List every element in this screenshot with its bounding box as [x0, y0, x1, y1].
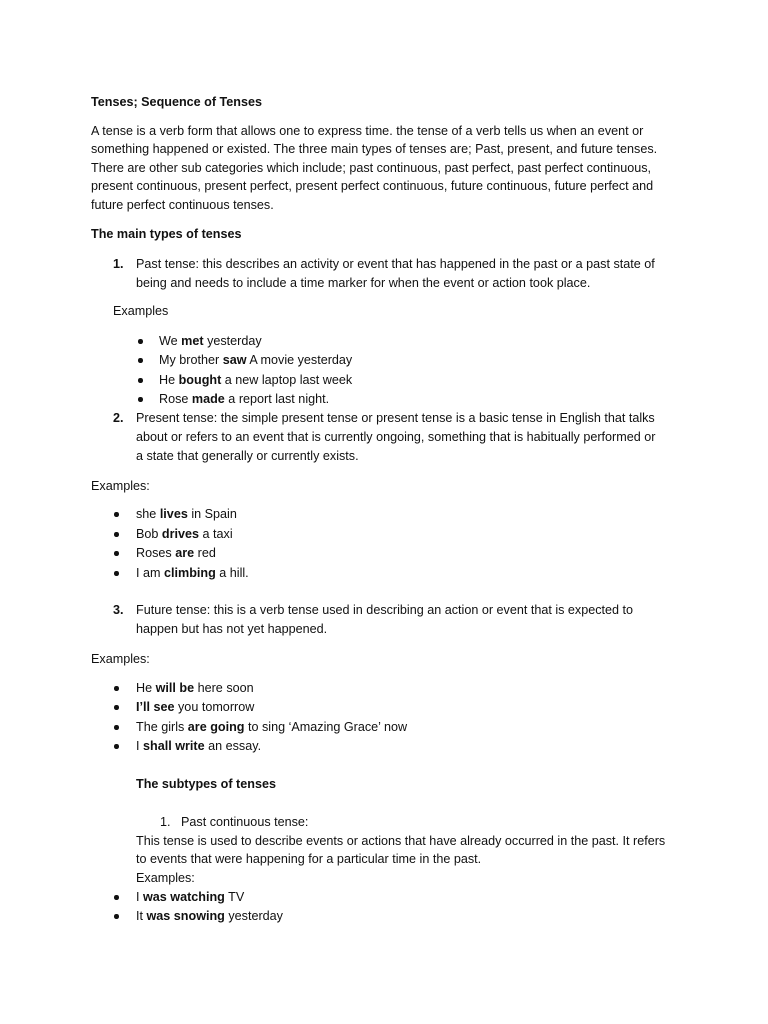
bullet-icon	[114, 686, 119, 691]
example-item: I shall write an essay.	[136, 739, 262, 753]
example-item: Bob drives a taxi	[136, 527, 233, 541]
bullet-icon	[114, 744, 119, 749]
list-number: 2.	[113, 411, 124, 425]
example-item: Roses are red	[136, 546, 216, 560]
example-item: I was watching TV	[136, 890, 245, 904]
present-tense-line: a state that generally or currently exists.	[136, 449, 359, 463]
past-continuous-line: to events that were happening for a particular time in the past.	[136, 852, 482, 866]
bullet-icon	[138, 339, 143, 344]
bullet-icon	[114, 571, 119, 576]
present-tense-line: Present tense: the simple present tense or present tense is a basic tense in English that talks	[136, 411, 655, 425]
future-tense-line: Future tense: this is a verb tense used in describing an action or event that is expected to	[136, 603, 634, 617]
bullet-icon	[114, 512, 119, 517]
intro-line: There are other sub categories which include; past continuous, past perfect, past perfect continuous,	[91, 161, 652, 175]
bullet-icon	[114, 705, 119, 710]
bullet-icon	[114, 532, 119, 537]
list-number: 1.	[113, 257, 124, 271]
intro-line: something happened or existed. The three main types of tenses are; Past, present, and future tenses.	[91, 142, 658, 156]
example-item: My brother saw A movie yesterday	[159, 353, 353, 367]
example-item: The girls are going to sing ‘Amazing Grace’ now	[136, 720, 408, 734]
example-item: she lives in Spain	[136, 507, 237, 521]
bullet-icon	[138, 397, 143, 402]
examples-label: Examples:	[91, 479, 150, 493]
intro-line: future perfect continuous tenses.	[91, 198, 274, 212]
example-item: It was snowing yesterday	[136, 909, 283, 923]
example-item: We met yesterday	[159, 334, 262, 348]
list-number: 1.	[160, 815, 171, 829]
past-tense-line: Past tense: this describes an activity or event that has happened in the past or a past state of	[136, 257, 655, 271]
examples-label: Examples	[113, 304, 169, 318]
past-continuous-title: Past continuous tense:	[181, 815, 309, 829]
intro-line: A tense is a verb form that allows one to express time. the tense of a verb tells us when an event or	[91, 124, 644, 138]
subtypes-heading: The subtypes of tenses	[136, 777, 276, 791]
present-tense-line: about or refers to an event that is currently ongoing, something that is habitually performed or	[136, 430, 656, 444]
examples-label: Examples:	[136, 871, 195, 885]
example-item: He bought a new laptop last week	[159, 373, 353, 387]
example-item: He will be here soon	[136, 681, 254, 695]
example-item: I’ll see you tomorrow	[136, 700, 255, 714]
document-title: Tenses; Sequence of Tenses	[91, 95, 263, 109]
bullet-icon	[138, 378, 143, 383]
bullet-icon	[114, 895, 119, 900]
list-number: 3.	[113, 603, 124, 617]
intro-line: present continuous, present perfect, present perfect continuous, future continuous, future perfect and	[91, 179, 654, 193]
future-tense-line: happen but has not yet happened.	[136, 622, 328, 636]
example-item: I am climbing a hill.	[136, 566, 249, 580]
past-continuous-line: This tense is used to describe events or actions that have already occurred in the past. It refers	[136, 834, 666, 848]
bullet-icon	[138, 358, 143, 363]
main-types-heading: The main types of tenses	[91, 227, 242, 241]
example-item: Rose made a report last night.	[159, 392, 330, 406]
bullet-icon	[114, 551, 119, 556]
bullet-icon	[114, 725, 119, 730]
bullet-icon	[114, 914, 119, 919]
past-tense-line: being and needs to include a time marker for when the event or action took place.	[136, 276, 591, 290]
examples-label: Examples:	[91, 652, 150, 666]
